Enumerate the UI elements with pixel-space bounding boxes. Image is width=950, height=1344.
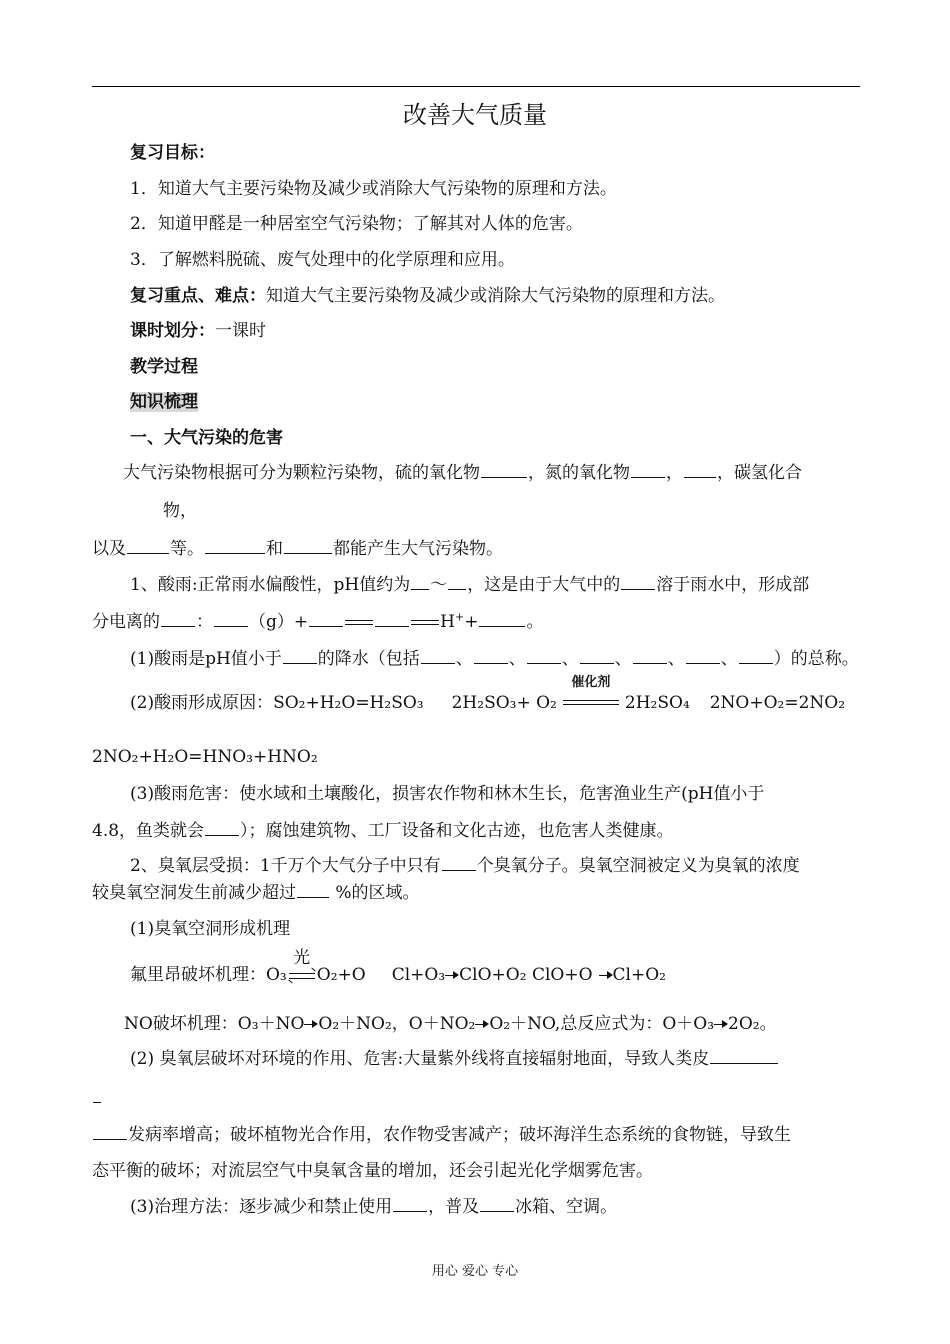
freon-mechanism: 氟里昂破坏机理：O₃ 光 O₂+O Cl+O₃ ClO+O₂ ClO+O Cl+O₂	[130, 948, 666, 985]
ozone-mechanism-heading: (1)臭氧空洞形成机理	[130, 919, 291, 939]
blank	[127, 538, 169, 554]
knowledge-heading	[130, 391, 198, 413]
acid-rain-definition: (1)酸雨是pH值小于 的降水（包括 、 、 、 、 、 、 ）的总称。	[130, 649, 859, 669]
pollutants-line-2: 物，	[163, 501, 197, 521]
equilibrium-icon	[345, 618, 373, 628]
blank	[481, 462, 527, 478]
objectives-heading: 复习目标：	[130, 143, 215, 163]
key-points-label: 复习重点、难点：	[130, 286, 266, 306]
pollutants-line-3: 以及 等。 和 都能产生大气污染物。	[92, 539, 503, 559]
blank	[297, 882, 329, 898]
acid-rain-harm-2: 4.8，鱼类就会 ）；腐蚀建筑物、工厂设备和文化古迹，也危害人类健康。	[92, 821, 674, 841]
blank	[527, 648, 561, 664]
blank	[442, 855, 476, 871]
page-title: 改善大气质量	[403, 101, 547, 129]
pollutants-line-1: 大气污染物根据可分为颗粒污染物，硫的氧化物 ，氮的氧化物 ， ，碳氢化合	[123, 463, 802, 483]
blank	[214, 611, 248, 627]
ozone-harm-wrap	[92, 1087, 102, 1109]
schedule-text: 一课时	[215, 321, 266, 341]
blank	[448, 574, 466, 590]
section1-heading: 一、大气污染的危害	[130, 428, 283, 448]
acid-rain-equation-4: 2NO₂+H₂O=HNO₃+HNO₂	[92, 747, 318, 767]
blank	[621, 574, 655, 590]
knowledge-heading-text: 知识梳理	[130, 392, 198, 412]
objective-item-1: 1．知道大气主要污染物及减少或消除大气污染物的原理和方法。	[130, 179, 617, 199]
light-reaction-arrow: 光	[289, 964, 315, 986]
no-mechanism: NO破坏机理：O₃＋NO O₂＋NO₂，O＋NO₂ O₂＋NO,总反应式为：O＋O₃ 2O₂。	[124, 1014, 777, 1034]
acid-rain-line-1: 1、酸雨:正常雨水偏酸性，pH值约为 ～ ，这是由于大气中的 溶于雨水中，形成部	[130, 575, 810, 595]
blank	[474, 648, 508, 664]
blank	[93, 1087, 101, 1103]
schedule	[130, 320, 266, 342]
acid-rain-cause: (2)酸雨形成原因：SO₂+H₂O=H₂SO₃ 2H₂SO₃+ O₂ 催化剂 2H₂SO₄ 2NO+O₂=2NO₂	[130, 675, 846, 713]
key-points-text: 知道大气主要污染物及减少或消除大气污染物的原理和方法。	[266, 286, 725, 306]
blank	[205, 820, 239, 836]
arrow-icon	[445, 971, 459, 981]
blank	[580, 648, 614, 664]
blank	[479, 611, 525, 627]
ozone-harm-2: 发病率增高；破坏植物光合作用，农作物受害减产；破坏海洋生态系统的食物链，导致生	[92, 1124, 791, 1146]
arrow-icon	[599, 971, 613, 981]
ozone-harm-1: (2) 臭氧层破坏对环境的作用、危害:大量紫外线将直接辐射地面，导致人类皮	[130, 1048, 779, 1070]
page-footer: 用心 爱心 专心	[431, 1264, 519, 1279]
blank	[421, 648, 455, 664]
blank	[684, 462, 716, 478]
ozone-harm-3: 态平衡的破坏；对流层空气中臭氧含量的增加，还会引起光化学烟雾危害。	[92, 1161, 653, 1181]
blank	[393, 1196, 427, 1212]
blank	[710, 1048, 778, 1064]
process-heading: 教学过程	[130, 357, 198, 377]
blank	[739, 648, 773, 664]
equilibrium-icon	[411, 618, 439, 628]
ozone-treatment: (3)治理方法：逐步减少和禁止使用 ，普及 冰箱、空调。	[130, 1197, 618, 1217]
blank	[480, 1196, 514, 1212]
catalyst-arrow: 催化剂	[563, 690, 619, 714]
blank	[284, 538, 332, 554]
acid-rain-harm-1: (3)酸雨危害：使水域和土壤酸化，损害农作物和林木生长，危害渔业生产(pH值小于	[130, 784, 765, 804]
ozone-line-2: 较臭氧空洞发生前减少超过 %的区域。	[92, 883, 420, 903]
arrow-icon	[714, 1020, 728, 1030]
blank	[161, 611, 195, 627]
blank	[375, 611, 409, 627]
arrow-icon	[475, 1020, 489, 1030]
acid-rain-line-2: 分电离的 ： （g）+ H++ 。	[92, 610, 544, 632]
blank	[686, 648, 720, 664]
schedule-label: 课时划分：	[130, 321, 215, 341]
blank	[283, 648, 317, 664]
objective-item-3: 3．了解燃料脱硫、废气处理中的化学原理和应用。	[130, 250, 515, 270]
blank	[633, 648, 667, 664]
objective-item-2: 2．知道甲醛是一种居室空气污染物；了解其对人体的危害。	[130, 214, 583, 234]
blank	[205, 538, 265, 554]
key-points	[130, 285, 725, 307]
ozone-line-1: 2、臭氧层受损：1千万个大气分子中只有 个臭氧分子。臭氧空洞被定义为臭氧的浓度	[130, 856, 800, 876]
blank	[411, 574, 429, 590]
blank	[631, 462, 665, 478]
header-rule	[92, 86, 860, 87]
arrow-icon	[304, 1020, 318, 1030]
blank	[309, 611, 343, 627]
blank	[93, 1124, 127, 1140]
